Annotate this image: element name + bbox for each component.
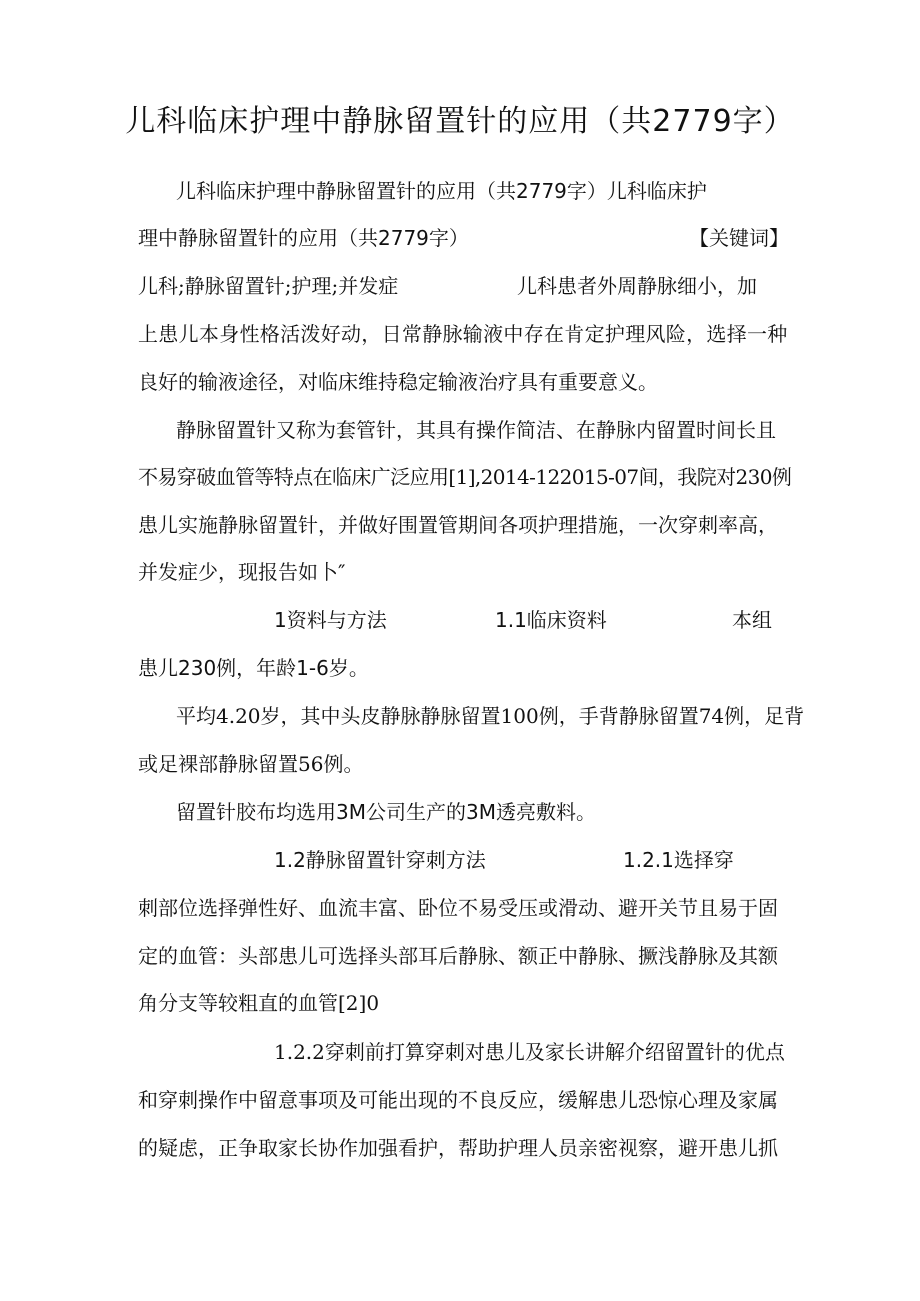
- subsection-heading: 1.1临床资料: [495, 608, 607, 632]
- para-line: 患儿230例，年龄1-6岁。: [138, 656, 369, 680]
- para-line: 静脉留置针又称为套管针，其具有操作简洁、在静脉内留置时间长且: [176, 418, 776, 442]
- para-line: 上患儿本身性格活泼好动，日常静脉输液中存在肯定护理风险，选择一种: [138, 322, 788, 346]
- section-heading: 1资料与方法: [274, 608, 387, 632]
- para-line: 理中静脉留置针的应用（共2779字）: [138, 226, 469, 250]
- para-line: 留置针胶布均选用3M公司生产的3M透亮敷料。: [176, 800, 596, 824]
- para-line: 儿科患者外周静脉细小，加: [517, 274, 757, 298]
- para-line: 儿科临床护理中静脉留置针的应用（共2779字）儿科临床护: [176, 179, 707, 203]
- subsection-heading: 1.2.1选择穿: [623, 848, 734, 872]
- keywords-label: 【关键词】: [689, 226, 789, 250]
- para-line: 患儿实施静脉留置针，并做好围置管期间各项护理措施，一次穿刺率高，: [138, 513, 778, 537]
- subsection-heading: 1.2静脉留置针穿刺方法: [274, 848, 486, 872]
- document-title: 儿科临床护理中静脉留置针的应用（共2779字）: [125, 104, 795, 139]
- para-line: 和穿刺操作中留意事项及可能出现的不良反应，缓解患儿恐惊心理及家属: [138, 1088, 778, 1112]
- para-line: 平均4.20岁，其中头皮静脉静脉留置100例，手背静脉留置74例，足背: [176, 704, 805, 728]
- para-line: 刺部位选择弹性好、血流丰富、卧位不易受压或滑动、避开关节且易于固: [138, 896, 778, 920]
- para-line: 不易穿破血管等特点在临床广泛应用[1],2014-122015-07间，我院对230例: [138, 465, 792, 489]
- para-line: 1.2.2穿刺前打算穿刺对患儿及家长讲解介绍留置针的优点: [274, 1040, 785, 1064]
- keywords-list: 儿科;静脉留置针;护理;并发症: [138, 274, 399, 298]
- para-line: 定的血管：头部患儿可选择头部耳后静脉、额正中静脉、撅浅静脉及其额: [138, 944, 778, 968]
- para-line: 角分支等较粗直的血管[2]0: [138, 991, 380, 1015]
- para-line: 的疑虑，正争取家长协作加强看护，帮助护理人员亲密视察，避开患儿抓: [138, 1136, 778, 1160]
- para-line: 良好的输液途径，对临床维持稳定输液治疗具有重要意义。: [138, 370, 658, 394]
- para-line: 本组: [732, 608, 772, 632]
- para-line: 或足裸部静脉留置56例。: [138, 752, 364, 776]
- para-line: 并发症少，现报告如卜″: [138, 560, 346, 584]
